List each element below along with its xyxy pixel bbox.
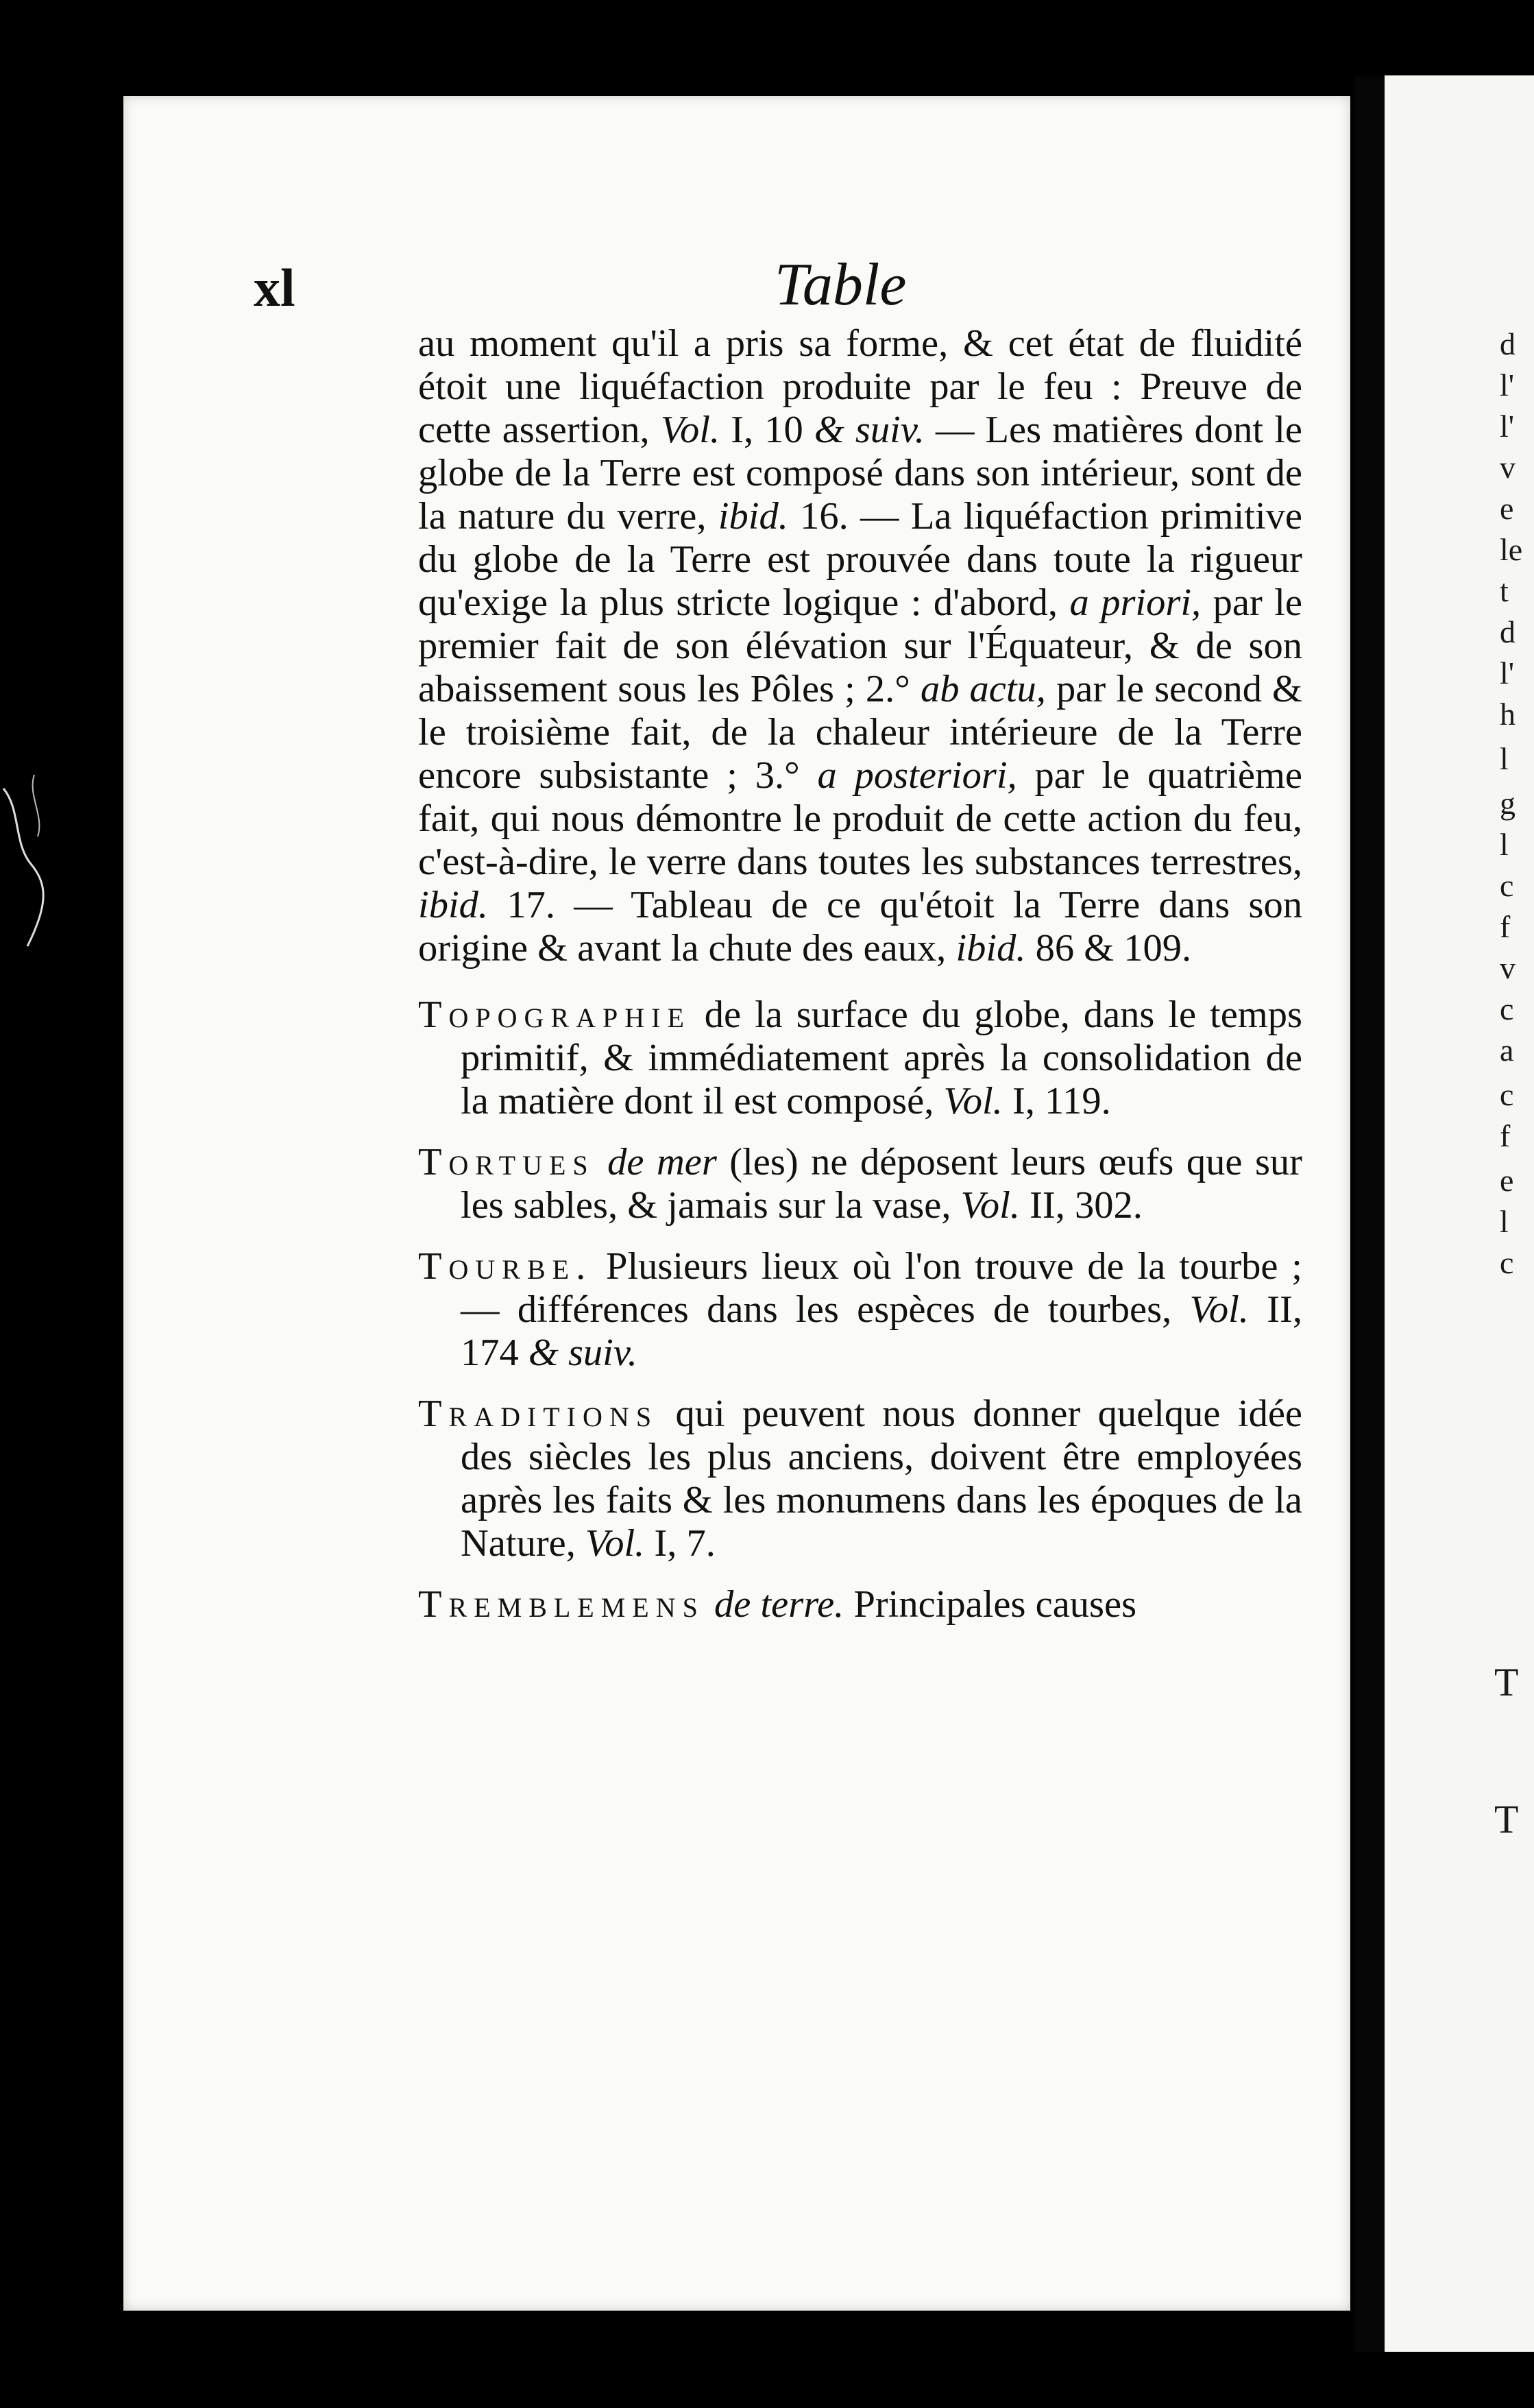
facing-page-fragment: l	[1500, 827, 1509, 862]
italic-text: ibid.	[955, 927, 1026, 970]
index-entry	[418, 1245, 1302, 1375]
entry-text: I, 7.	[644, 1522, 716, 1565]
italic-text: Vol.	[960, 1184, 1020, 1227]
page-number: xl	[254, 258, 295, 317]
running-title: Table	[775, 252, 907, 318]
entry-headword: Tourbe.	[418, 1245, 593, 1288]
italic-text: & suiv.	[528, 1332, 637, 1374]
facing-page-fragment: l	[1500, 1204, 1509, 1239]
italic-text: de terre.	[704, 1583, 844, 1626]
entry-text: de la surface du globe, dans le temps primitif, & immédiatement après la consolidation de la matière dont il est composé,	[461, 994, 1302, 1122]
entry-headword: Tremblemens	[418, 1583, 705, 1626]
entry-text: 17. — Tableau de ce qu'étoit la Terre dans son origine & avant la chute des eaux,	[418, 884, 1302, 970]
entry-text: 16. — La liquéfaction primitive du globe de la Terre est prouvée dans toute la rigueur qu'exige la plus stricte logique : d'abord,	[418, 495, 1302, 624]
entry-text: Plusieurs lieux où l'on trouve de la tourbe ; — différences dans les espèces de tourbes,	[461, 1245, 1302, 1331]
italic-text: ibid.	[418, 884, 489, 926]
facing-page-fragment: g	[1500, 786, 1515, 821]
entry-text: I, 10	[720, 409, 814, 451]
facing-page-fragment: d	[1500, 614, 1515, 649]
entry-headword: Traditions	[418, 1393, 659, 1435]
entry-text: par le quatrième fait, qui nous démontre le produit de cette action du feu, c'est-à-dire, le verre dans toutes les substances terrestres,	[418, 754, 1302, 883]
facing-page-fragment: t	[1500, 573, 1509, 608]
facing-page-headword-fragment: T	[1494, 1660, 1519, 1705]
italic-text: Vol.	[585, 1522, 645, 1565]
page-header	[254, 250, 1323, 326]
index-entry	[418, 1393, 1302, 1565]
scan-artifact	[0, 747, 62, 953]
facing-page-fragment: l'	[1500, 409, 1515, 444]
italic-text: Vol.	[943, 1080, 1003, 1122]
index-entry	[418, 994, 1302, 1123]
facing-page-headword-fragment: T	[1494, 1797, 1519, 1842]
facing-page-fragment: a	[1500, 1033, 1514, 1068]
facing-page-fragment: e	[1500, 1163, 1514, 1198]
entry-text: au moment qu'il a pris sa forme, & cet état de fluidité étoit une liquéfaction produite par le feu : Preuve de cette assertion,	[418, 322, 1302, 451]
entry-text: (les) ne déposent leurs œufs que sur les sables, & jamais sur la vase,	[461, 1141, 1302, 1227]
facing-page-fragment: l'	[1500, 368, 1515, 402]
facing-page-fragment: f	[1500, 1118, 1511, 1153]
facing-page-fragment: l'	[1500, 655, 1515, 690]
italic-text: ab actu,	[920, 668, 1046, 710]
entry-headword: Tortues	[418, 1141, 595, 1183]
index-entry	[418, 1583, 1302, 1626]
italic-text: Vol.	[660, 409, 720, 451]
italic-text: & suiv.	[814, 409, 925, 451]
facing-page-fragment: v	[1500, 450, 1515, 485]
facing-page-fragment: c	[1500, 1077, 1514, 1112]
entry-text: II, 174	[461, 1288, 1303, 1374]
index-entry-continuation	[418, 322, 1302, 970]
entry-text: — Les matières dont le globe de la Terre est composé dans son intérieur, sont de la nature du verre,	[418, 409, 1302, 538]
entry-text: par le premier fait de son élévation sur l'Équateur, & de son abaissement sous les Pôles ; 2.°	[418, 581, 1302, 710]
italic-text: Vol.	[1189, 1288, 1249, 1331]
facing-page-fragment: h	[1500, 697, 1515, 732]
entry-text: qui peuvent nous donner quelque idée des siècles les plus anciens, doivent être employées après les faits & les monumens dans les époques de la Nature,	[461, 1393, 1302, 1565]
facing-page-fragment: l	[1500, 741, 1509, 776]
italic-text: ibid.	[718, 495, 788, 538]
entry-text: I, 119.	[1002, 1080, 1111, 1122]
entry-headword: Topographie	[418, 994, 691, 1036]
book-gutter	[1354, 75, 1385, 2352]
facing-page-fragment: v	[1500, 950, 1515, 985]
entry-text: II, 302.	[1019, 1184, 1143, 1227]
facing-page-fragment: f	[1500, 909, 1511, 944]
index-entries	[418, 322, 1302, 1644]
facing-page-fragment: e	[1500, 491, 1514, 526]
index-entry	[418, 1141, 1302, 1227]
entry-text: 86 & 109.	[1025, 927, 1192, 970]
facing-page-fragment: c	[1500, 1245, 1514, 1280]
entry-text: par le second & le troisième fait, de la chaleur intérieure de la Terre encore subsistante ; 3.°	[418, 668, 1302, 797]
italic-text: a posteriori,	[817, 754, 1017, 797]
facing-page-fragment: c	[1500, 868, 1514, 903]
facing-page-fragment: d	[1500, 326, 1515, 361]
facing-page-fragment: c	[1500, 991, 1514, 1026]
facing-page-fragment: le	[1500, 532, 1523, 567]
entry-text: Principales causes	[844, 1583, 1137, 1626]
italic-text: a priori,	[1069, 581, 1202, 624]
italic-text: de mer	[594, 1141, 717, 1183]
